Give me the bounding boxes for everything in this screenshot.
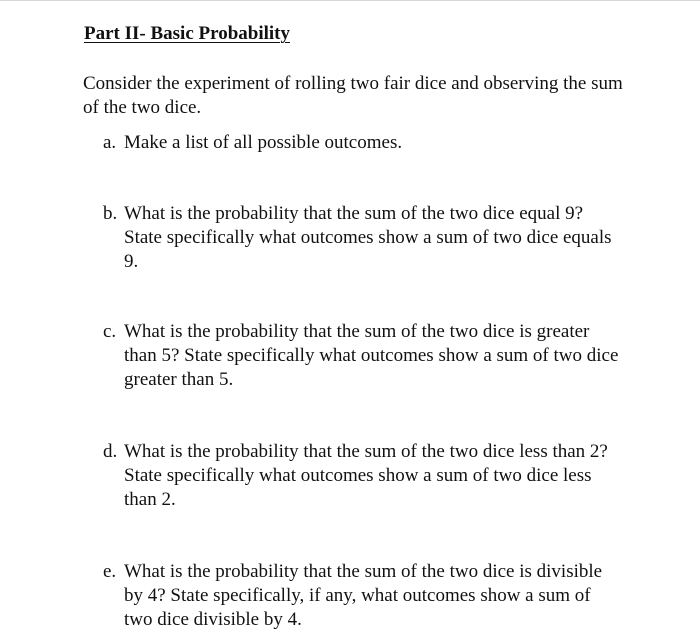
intro-paragraph: Consider the experiment of rolling two fair dice and observing the sum of the two dice.: [83, 73, 623, 118]
question-text: What is the probability that the sum of the two dice is divisible by 4? State specifically, if any, what outcomes show a sum of two dice divisible by 4.: [124, 561, 603, 630]
question-letter: b.: [103, 203, 118, 224]
question-letter: d.: [103, 441, 118, 462]
question-letter: e.: [103, 561, 117, 582]
section-title: Part II- Basic Probability: [84, 23, 291, 44]
question-b: [103, 202, 623, 274]
question-text: What is the probability that the sum of the two dice equal 9? State specifically what outcomes show a sum of two dice equals 9.: [124, 203, 612, 272]
question-letter: c.: [103, 321, 117, 342]
question-letter: a.: [103, 132, 117, 153]
question-e: [103, 560, 623, 632]
question-c: [103, 320, 623, 392]
question-a: [103, 131, 623, 155]
question-d: [103, 440, 623, 512]
question-text: Make a list of all possible outcomes.: [124, 132, 403, 153]
question-text: What is the probability that the sum of the two dice is greater than 5? State specifically what outcomes show a sum of two dice greater than 5.: [124, 321, 619, 390]
question-text: What is the probability that the sum of the two dice less than 2? State specifically what outcomes show a sum of two dice less than 2.: [124, 441, 608, 510]
top-border-line: [0, 0, 700, 1]
